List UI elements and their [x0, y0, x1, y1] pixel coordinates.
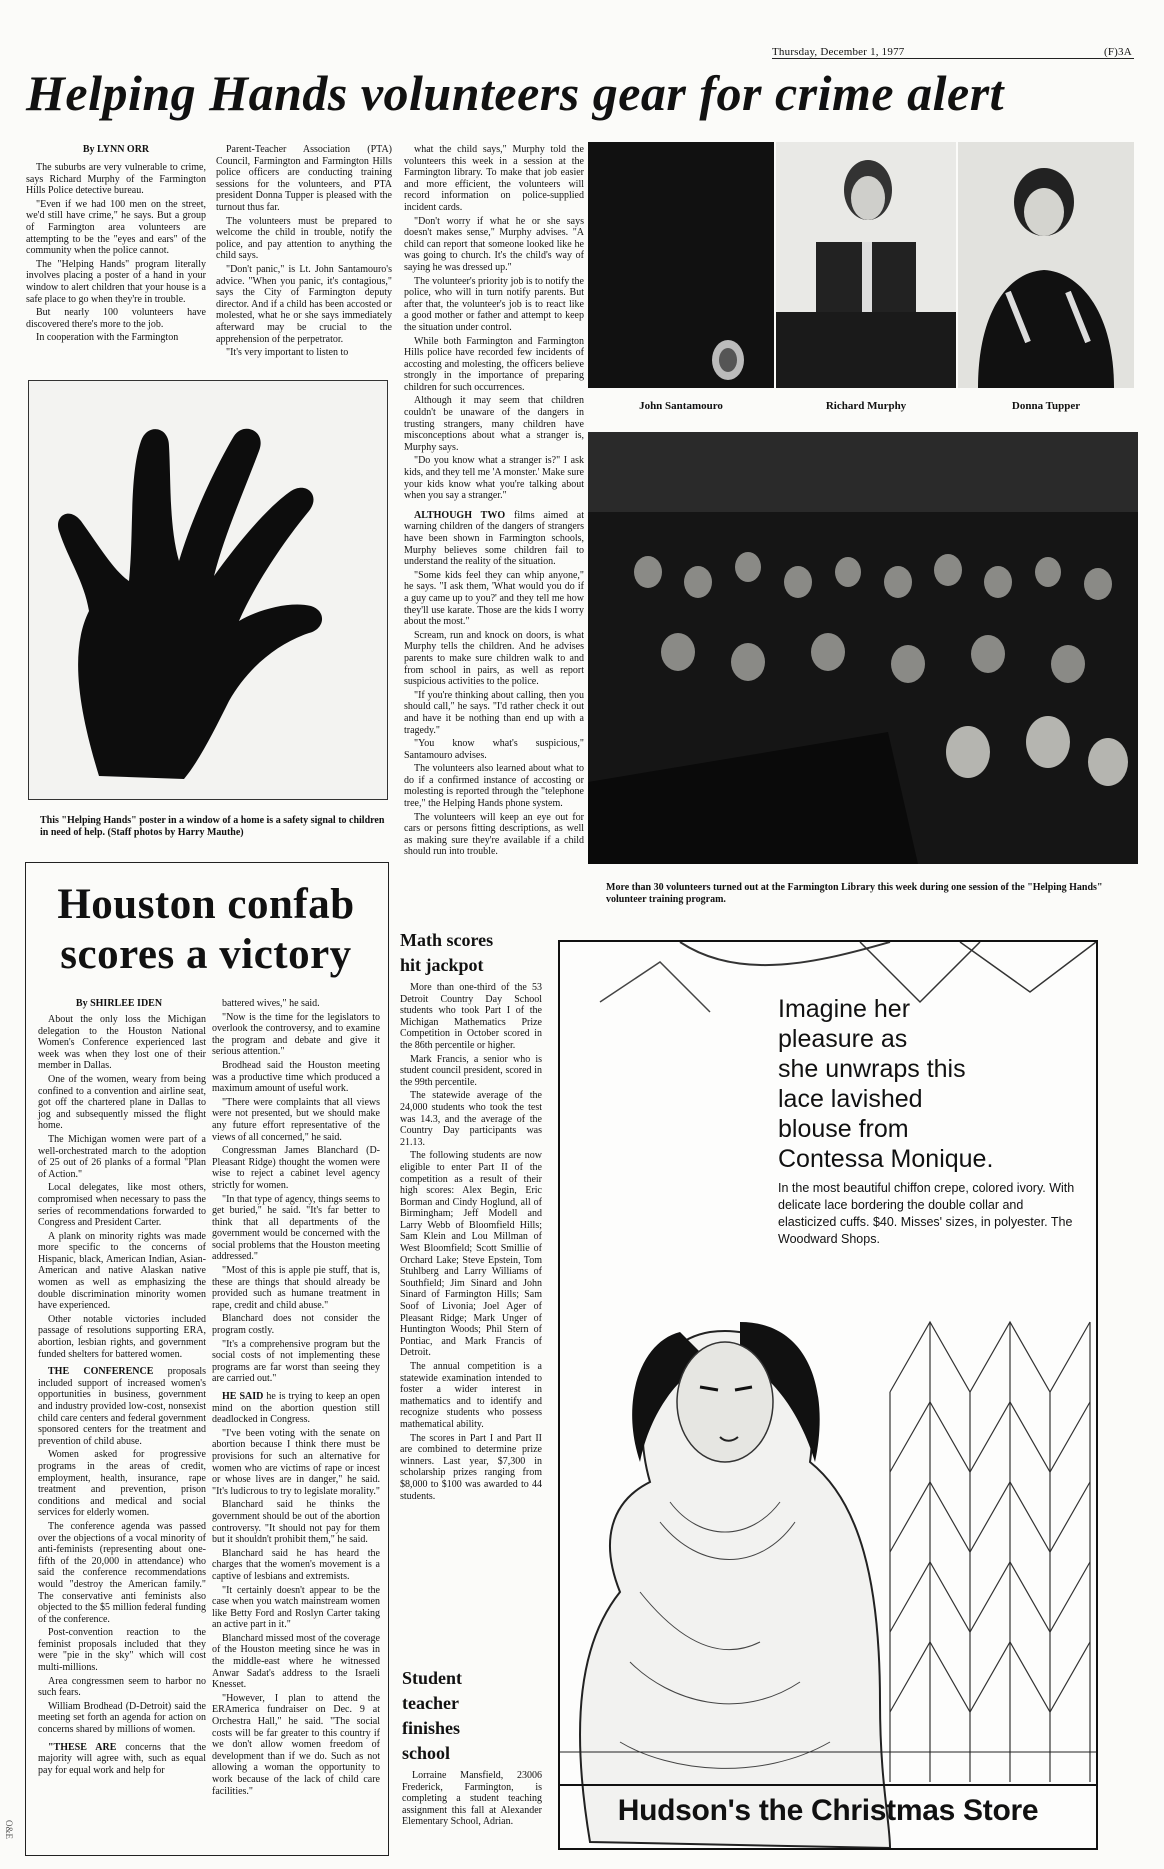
paragraph: "However, I plan to attend the ERAmerica fundraiser on Dec. 9 at Orchestra Hall," he said. "The social costs will be far greater to this country if we don't allow women freedom of development than if we do. Such as not allowing a woman the opportunity to work because of the lack of child care facilities."	[212, 1692, 380, 1797]
crowd-photo-caption: More than 30 volunteers turned out at the Farmington Library this week during one session of the "Helping Hands" volunteer training program.	[606, 882, 1103, 905]
main-byline: By LYNN ORR	[82, 144, 150, 155]
hand-silhouette-image	[29, 381, 387, 799]
paragraph: Brodhead said the Houston meeting was a productive time which produced a maximum amount of useful work.	[212, 1059, 380, 1095]
crowd-image	[588, 432, 1138, 864]
main-headline: Helping Hands volunteers gear for crime alert	[26, 65, 1005, 121]
portrait-image	[958, 142, 1134, 388]
paragraph: Lorraine Mansfield, 23006 Frederick, Farmington, is completing a student teaching assignment this fall at Alexander Elementary School, Adrian.	[402, 1770, 542, 1828]
paragraph	[404, 510, 584, 568]
paragraph: Blanchard does not consider the program costly.	[212, 1313, 380, 1337]
paragraph: "It certainly doesn't appear to be the case when you watch mainstream women like Betty Ford and Roslyn Carter taking an active part in it."	[212, 1584, 380, 1631]
paragraph: Blanchard said he has heard the charges that the women's movement is a captive of lesbians and extremists.	[212, 1547, 380, 1582]
date-rule	[772, 58, 1134, 59]
paragraph: The annual competition is a statewide examination intended to foster a wider interest in mathematics and to identify and recognize students who possess mathematical ability.	[400, 1361, 542, 1430]
paragraph: The scores in Part I and Part II are combined to determine prize winners. Last year, $7,300 in scholarship prizes ranging from $8,000 to $100 was awarded to 44 students.	[400, 1432, 542, 1502]
run-in-lead: ALTHOUGH TWO	[414, 509, 506, 521]
paragraph: what the child says," Murphy told the volunteers this week in a session at the Farmington library. To make that job easier and more efficient, the volunteers will record information on police-supplied incident cards.	[404, 144, 584, 213]
headline-line: finishes	[402, 1718, 461, 1738]
paragraph: While both Farmington and Farmington Hills police have recorded few incidents of accosting and molesting, the officers believe strongly in the importance of preparing children for such occurrences.	[404, 335, 584, 393]
paragraph: "Do you know what a stranger is?" I ask kids, and they tell me 'A monster.' Make sure your kids know what you're talking about when you say a stranger."	[404, 455, 584, 502]
headline-line: teacher	[402, 1693, 459, 1713]
paragraph: The volunteers must be prepared to welcome the child in trouble, notify the police, and pay attention to anything the child says.	[216, 215, 392, 262]
ad-headline	[778, 994, 1078, 1174]
portrait-image	[588, 142, 774, 388]
paragraph: Women asked for progressive programs in the areas of credit, employment, health, insurance, rape treatment and prevention, prison conditions and medical and social services for elderly women.	[38, 1449, 206, 1519]
paragraph-text: concerns that the majority will agree with, such as equal pay for equal work and help for	[38, 1741, 207, 1776]
paragraph: The following students are now eligible to enter Part II of the competition as a result of their high scores: Alex Begin, Eric Borman and Cindy Hoglund, all of Birmingham; Jeff Modell and Larry Webb of Bloomfield Hills; Sam Klein and Lou Millman of West Bloomfield; Scott Smillie of Orchard Lake; Steve Epstein, Tom Stuhlberg and Larry Williams of Southfield; Jim Sinard and John Sinard of Farmington Hills; Sam Soof of Livonia; Joel Ager of Pleasant Ridge; Mark Unger of Huntington Woods; Phil Stern of Pontiac, and Mark Francis of Detroit.	[400, 1150, 542, 1359]
headline-line: Student	[402, 1668, 463, 1688]
paragraph: Although it may seem that children couldn't be unaware of the dangers in trusting strangers, many children have misconceptions about what a stranger is, Murphy says.	[404, 395, 584, 453]
paragraph: Parent-Teacher Association (PTA) Council, Farmington and Farmington Hills police officers are conducting training sessions for the volunteers, and PTA president Donna Tupper is pleased with the turnout thus far.	[216, 144, 392, 213]
student-story-text	[402, 1770, 542, 1830]
paragraph: "Don't worry if what he or she says doesn't makes sense," Murphy advises. "A child can report that someone looked like he was going to church. It's the child's way of saying he was dressed up."	[404, 215, 584, 273]
paragraph: "Some kids feel they can whip anyone," he says. "I ask them, 'What would you do if a guy came up to you?' and they tell me how they'll use karate. Those are the kids I worry about the most."	[404, 569, 584, 628]
paragraph: William Brodhead (D-Detroit) said the meeting set forth an agenda for action on concerns shared by millions of women.	[38, 1700, 206, 1736]
ad-headline-line: lace lavished	[778, 1085, 923, 1113]
paragraph: Local delegates, like most others, compromised when necessary to pass the series of recommendations forwarded to Congress and President Carter.	[38, 1182, 206, 1229]
paragraph-text: he is trying to keep an open mind on the abortion question still deadlocked in Congress.	[212, 1391, 380, 1426]
paragraph: In cooperation with the Farmington	[36, 332, 179, 344]
paragraph-text: films aimed at warning children of the dangers of strangers have been shown in Farmington schools, Murphy believes some children fail to understand the reality of the situation.	[404, 509, 585, 568]
paragraph: "There were complaints that all views were not presented, but we should make any future effort representative of the views of all concerned," he said.	[212, 1096, 380, 1143]
paragraph: "It's a comprehensive program but the social costs of not implementing these programs are far worst than seeing they are carried out."	[212, 1338, 380, 1385]
paragraph: battered wives," he said.	[222, 998, 320, 1009]
photo-name-2: Richard Murphy	[825, 400, 907, 412]
paragraph	[38, 1366, 206, 1447]
portrait-photo-santamouro	[588, 142, 774, 388]
student-headline	[402, 1666, 542, 1766]
paragraph: "If you're thinking about calling, then you should call," he says. "I'd rather check it out and have it be nothing than end up with a tragedy."	[404, 689, 584, 736]
paragraph: But nearly 100 volunteers have discovered there's more to the job.	[26, 307, 206, 330]
run-in-lead: "THESE ARE	[48, 1741, 117, 1753]
hand-poster-photo	[28, 380, 388, 800]
ad-store-slogan: Hudson's the Christmas Store	[560, 1784, 1096, 1828]
run-in-lead: THE CONFERENCE	[48, 1366, 154, 1378]
headline-line: Math scores	[400, 930, 494, 950]
paragraph: "In that type of agency, things seems to get buried," he said. "It's far better to think that all departments of the government would be concerned with the social problems that the Houston meeting addressed."	[212, 1193, 380, 1263]
portrait-photo-murphy	[776, 142, 956, 388]
paragraph: Area congressmen seem to harbor no such fears.	[38, 1675, 206, 1699]
portrait-photo-tupper	[958, 142, 1134, 388]
hand-poster-caption: This "Helping Hands" poster in a window of a home is a safety signal to children in need of help. (Staff photos by Harry Mauthe)	[40, 815, 385, 838]
paragraph: "I've been voting with the senate on abortion because I think there must be provisions for such an alternative for women who are victims of rape or incest or whose lives are in danger," he said. "It's ludicrous to try to legislate morality."	[212, 1427, 380, 1497]
photo-name-3: Donna Tupper	[1011, 400, 1081, 412]
issue-date: Thursday, December 1, 1977	[772, 46, 905, 58]
ad-headline-line: Contessa Monique.	[778, 1145, 994, 1173]
paragraph: A plank on minority rights was made more specific to the concerns of Hispanic, black, American Indian, Asian-American and native Alaskan native women as well as emphasizing the double discrimination minority women have experienced.	[38, 1230, 206, 1312]
hudsons-advertisement	[558, 940, 1098, 1850]
main-story-column-1	[26, 162, 206, 346]
paragraph-text: proposals included support of increased women's opportunities in business, government and industry provided low-cost, nonsexist child care centers and federal government sponsored centers for the treatment and prevention of child abuse.	[38, 1366, 206, 1447]
houston-column-2	[212, 998, 380, 1799]
paragraph: The statewide average of the 24,000 students who took the test was 14.3, and the average of the Country Day participants was 21.13.	[400, 1090, 542, 1148]
paragraph: Blanchard missed most of the coverage of the Houston meeting since he was in the middle-east where he witnessed Anwar Sadat's address to the Israeli Knesset.	[212, 1632, 380, 1691]
headline-line: school	[402, 1743, 451, 1763]
paragraph: "Even if we had 100 men on the street, we'd still have crime," he says. But a group of Farmington area volunteers are attempting to be the "eyes and ears" of the community when the police cannot.	[26, 198, 206, 257]
headline-line: Houston confab	[57, 881, 355, 928]
paragraph: The "Helping Hands" program literally involves placing a poster of a hand in your window to alert children that your house is a safe place to go when they're in trouble.	[26, 258, 206, 305]
paragraph: Post-convention reaction to the feminist proposals included that they were "pie in the sky" which will cost multi-millions.	[38, 1627, 206, 1674]
paragraph: Mark Francis, a senior who is student council president, scored in the 99th percentile.	[400, 1053, 542, 1088]
headline-line: hit jackpot	[400, 955, 484, 975]
paragraph: The Michigan women were part of a well-orchestrated march to the adoption of 25 out of 26 planks of a formal "Plan of Action."	[38, 1133, 206, 1180]
volunteer-crowd-photo	[588, 432, 1138, 864]
headline-line: scores a victory	[60, 931, 352, 978]
houston-byline: By SHIRLEE IDEN	[75, 998, 163, 1009]
math-story-column	[400, 982, 542, 1504]
paragraph: "You know what's suspicious," Santamouro advises.	[404, 738, 584, 761]
paragraph: The conference agenda was passed over the objections of a vocal minority of anti-feminists (representing about one-fifth of the 20,000 in attendance) who said the conference recommendations would "destroy the American family." The conservative anti feminists also objected to the $5 million federal funding of the conference.	[38, 1520, 206, 1625]
houston-column-1	[38, 1014, 206, 1778]
margin-mark: O&E	[4, 1820, 14, 1839]
paragraph: Blanchard said he thinks the government should be out of the abortion controversy. "It should not pay for them but it shouldn't prohibit them," he said.	[212, 1499, 380, 1546]
paragraph: "Now is the time for the legislators to overlook the controversy, and to examine the program and debate and give it serious attention."	[212, 1011, 380, 1058]
paragraph: About the only loss the Michigan delegation to the Houston National Women's Conference experienced last week was when they lost one of their member in Dallas.	[38, 1014, 206, 1072]
paragraph: The volunteer's priority job is to notify the police, who will in turn notify parents. But after that, the volunteer's job is to react like a good mother or father and attempt to keep the situation under control.	[404, 275, 584, 333]
main-story-column-3	[404, 144, 584, 860]
paragraph	[212, 1391, 380, 1426]
ad-headline-line: blouse from	[778, 1115, 909, 1143]
paragraph: More than one-third of the 53 Detroit Country Day School students who took Part I of the Michigan Mathematics Prize Competition in October scored in the 86th percentile or higher.	[400, 982, 542, 1051]
main-story-column-2	[216, 144, 392, 361]
paragraph: Congressman James Blanchard (D-Pleasant Ridge) thought the women were wise to reject a cabinet level agency strictly for women.	[212, 1145, 380, 1191]
ad-headline-line: Imagine her	[778, 995, 911, 1023]
page-number: (F)3A	[1104, 46, 1132, 58]
paragraph: One of the women, weary from being confined to a convention and airline seat, got off the chartered plane in Dallas to jog and subsequently missed the flight home.	[38, 1073, 206, 1132]
ad-body-copy: In the most beautiful chiffon crepe, colored ivory. With delicate lace bordering the double collar and elasticized cuffs. $40. Misses' sizes, in polyester. The Woodward Shops.	[778, 1181, 1075, 1246]
ad-headline-line: she unwraps this	[778, 1055, 966, 1083]
houston-headline	[26, 880, 386, 980]
photo-name-1: John Santamouro	[639, 400, 723, 412]
run-in-lead: HE SAID	[222, 1391, 264, 1402]
paragraph: "It's very important to listen to	[226, 347, 349, 359]
ad-headline-line: pleasure as	[778, 1025, 908, 1053]
paragraph: "Don't panic," is Lt. John Santamouro's advice. "When you panic, it's contagious," says the City of Farmington deputy director. And if a child has been accosted or molested, what he or she says immediately afterward may be crucial to the apprehension of the perpetrator.	[216, 263, 392, 345]
paragraph: The volunteers also learned about what to do if a confirmed instance of accosting or molesting is reported through the "telephone tree," the Helping Hands phone system.	[404, 763, 584, 810]
math-headline	[400, 928, 550, 978]
paragraph: "Most of this is apple pie stuff, that is, these are things that should already be provided such as humane treatment in rape, credit and child abuse."	[212, 1265, 380, 1311]
paragraph: Scream, run and knock on doors, is what Murphy tells the children. And he advises parents to make sure children walk to and from school in pairs, as well as report suspicious activities to the police.	[404, 629, 584, 688]
paragraph: The volunteers will keep an eye out for cars or persons fitting descriptions, as well as making sure they're available if a child should run into trouble.	[404, 811, 584, 858]
paragraph: The suburbs are very vulnerable to crime, says Richard Murphy of the Farmington Hills Police detective bureau.	[26, 162, 206, 197]
portrait-image	[776, 142, 956, 388]
paragraph: Other notable victories included passage of resolutions supporting ERA, abortion, lesbian rights, and government funded shelters for battered women.	[38, 1313, 206, 1360]
paragraph	[38, 1742, 206, 1777]
